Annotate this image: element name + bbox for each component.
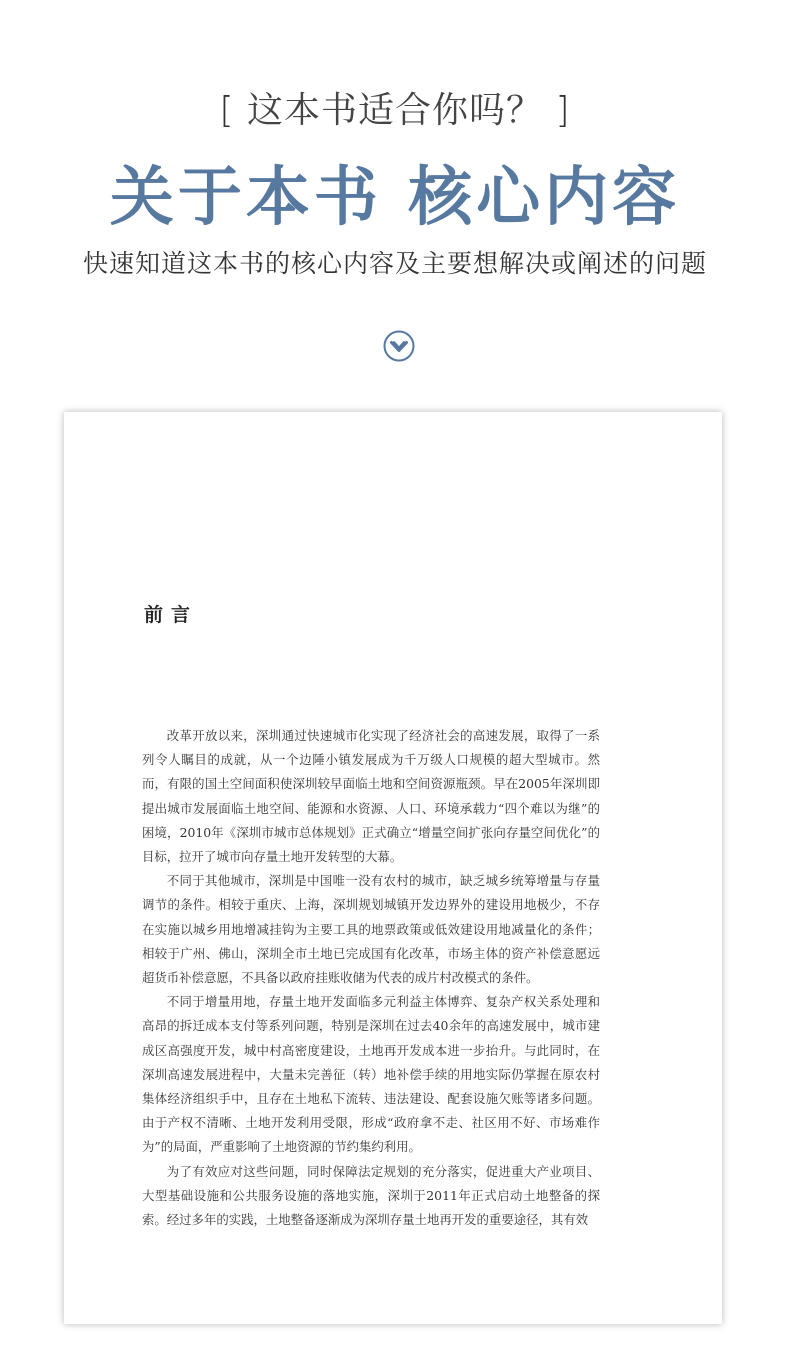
paragraph: 为了有效应对这些问题，同时保障法定规划的充分落实，促进重大产业项目、大型基础设施和公共服务设施的落地实施，深圳于2011年正式启动土地整备的探索。经过多年的实践，土地整备逐渐成为深圳存量土地再开发的重要途径，其有效 <box>142 1163 600 1228</box>
paragraph: 不同于其他城市，深圳是中国唯一没有农村的城市，缺乏城乡统筹增量与存量调节的条件。相较于重庆、上海，深圳规划城镇开发边界外的建设用地极少，不存在实施以城乡用地增减挂钩为主要工具的地票政策或低效建设用地减量化的条件；相较于广州、佛山，深圳全市土地已完成国有化改革，市场主体的资产补偿意愿远超货币补偿意愿，不具备以政府挂账收储为代表的成片村改模式的条件。 <box>142 873 600 986</box>
question-text: 这本书适合你吗？ <box>246 90 543 131</box>
preface-heading: 前言 <box>144 604 199 626</box>
question-line <box>0 82 790 133</box>
page-subtitle: 快速知道这本书的核心内容及主要想解决或阐述的问题 <box>82 249 707 278</box>
bracket-close: ] <box>555 90 571 131</box>
intro-header <box>0 0 790 400</box>
preface-body <box>142 724 600 1232</box>
scroll-down-button[interactable] <box>383 330 415 362</box>
paragraph: 不同于增量用地，存量土地开发面临多元利益主体博弈、复杂产权关系处理和高昂的拆迁成本支付等系列问题，特别是深圳在过去40余年的高速发展中，城市建成区高强度开发，城中村高密度建设，土地再开发成本进一步抬升。与此同时，在深圳高速发展进程中，大量未完善征（转）地补偿手续的用地实际仍掌握在原农村集体经济组织手中，且存在土地私下流转、违法建设、配套设施欠账等诸多问题。由于产权不清晰、土地开发利用受限，形成“政府拿不走、社区用不好、市场难作为”的局面，严重影响了土地资源的节约集约利用。 <box>142 994 600 1155</box>
page-title: 关于本书 核心内容 <box>109 160 681 235</box>
bracket-open: [ <box>219 90 235 131</box>
book-page-preview <box>64 412 722 1324</box>
chevron-down-circle-icon <box>383 330 415 362</box>
paragraph: 改革开放以来，深圳通过快速城市化实现了经济社会的高速发展，取得了一系列令人瞩目的成就，从一个边陲小镇发展成为千万级人口规模的超大型城市。然而，有限的国土空间面积使深圳较早面临土地和空间资源瓶颈。早在2005年深圳即提出城市发展面临土地空间、能源和水资源、人口、环境承载力“四个难以为继”的困境，2010年《深圳市城市总体规划》正式确立“增量空间扩张向存量空间优化”的目标，拉开了城市向存量土地开发转型的大幕。 <box>142 728 600 865</box>
